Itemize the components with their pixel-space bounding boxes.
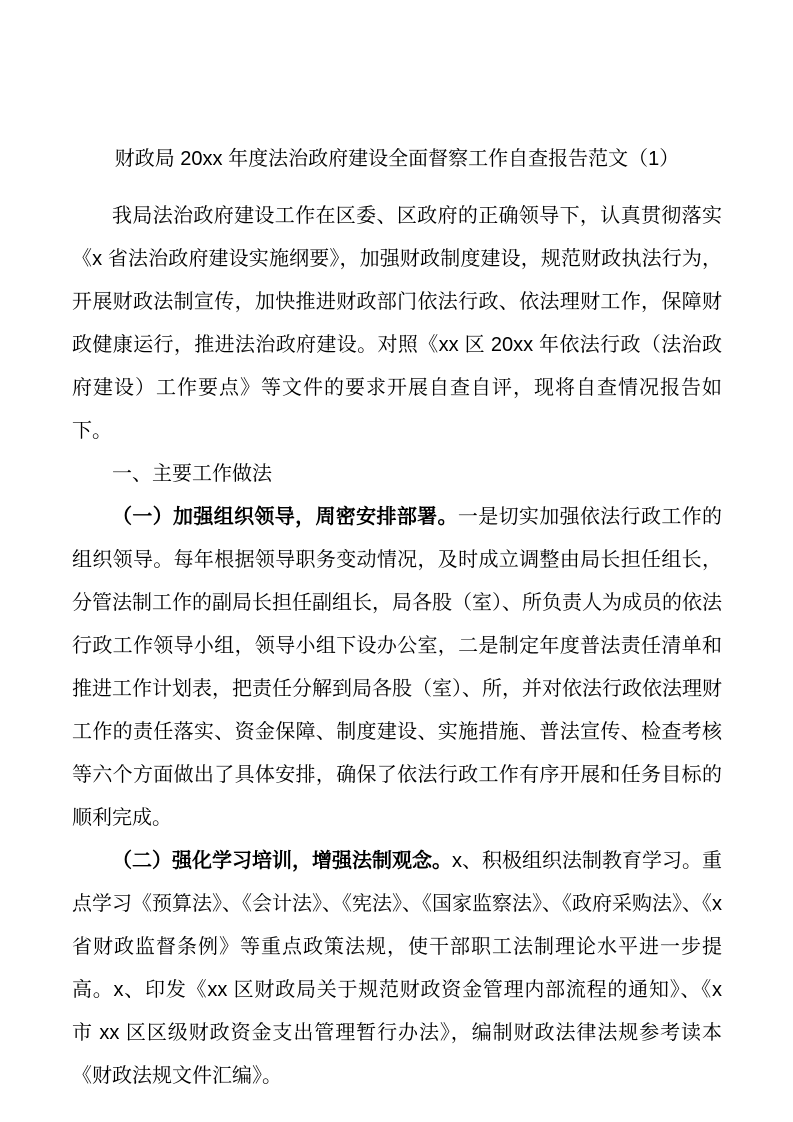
paragraph-intro: 我局法治政府建设工作在区委、区政府的正确领导下，认真贯彻落实《x 省法治政府建设实施纲要》，加强财政制度建设，规范财政执法行为，开展财政法制宣传，加快推进财政部门依法行政、依法理财工作，保障财政健康运行，推进法治政府建设。对照《xx 区 20xx 年依法行政（法治政府建设）工作要点》等文件的要求开展自查自评，现将自查情况报告如下。 (72, 205, 722, 442)
paragraph-section-1-body: 一是切实加强依法行政工作的组织领导。每年根据领导职务变动情况，及时成立调整由局长担任组长，分管法制工作的副局长担任副组长，局各股（室）、所负责人为成员的依法行政工作领导小组，领导小组下设办公室，二是制定年度普法责任清单和推进工作计划表，把责任分解到局各股（室）、所，并对依法行政依法理财工作的责任落实、资金保障、制度建设、实施措施、普法宣传、检查考核等六个方面做出了具体安排，确保了依法行政工作有序开展和任务目标的顺利完成。 (72, 506, 723, 829)
paragraph-section-2-lead: （二）强化学习培训，增强法制观念。 (112, 850, 452, 872)
section-heading-main-work: 一、主要工作做法 (112, 463, 272, 485)
paragraph-section-2 (72, 840, 722, 1098)
paragraph-section-1-lead: （一）加强组织领导，周密安排部署。 (112, 506, 458, 528)
document-title: 财政局 20xx 年度法治政府建设全面督察工作自查报告范文（1） (114, 148, 680, 170)
paragraph-section-1 (72, 496, 722, 840)
paragraph-section-2-body: x、积极组织法制教育学习。重点学习《预算法》、《会计法》、《宪法》、《国家监察法》、《政府采购法》、《x 省财政监督条例》等重点政策法规，使干部职工法制理论水平进一步提高。x、印发《xx 区财政局关于规范财政资金管理内部流程的通知》、《x 市 xx 区区级财政资金支出管理暂行办法》，编制财政法律法规参考读本《财政法规文件汇编》。 (72, 850, 722, 1087)
